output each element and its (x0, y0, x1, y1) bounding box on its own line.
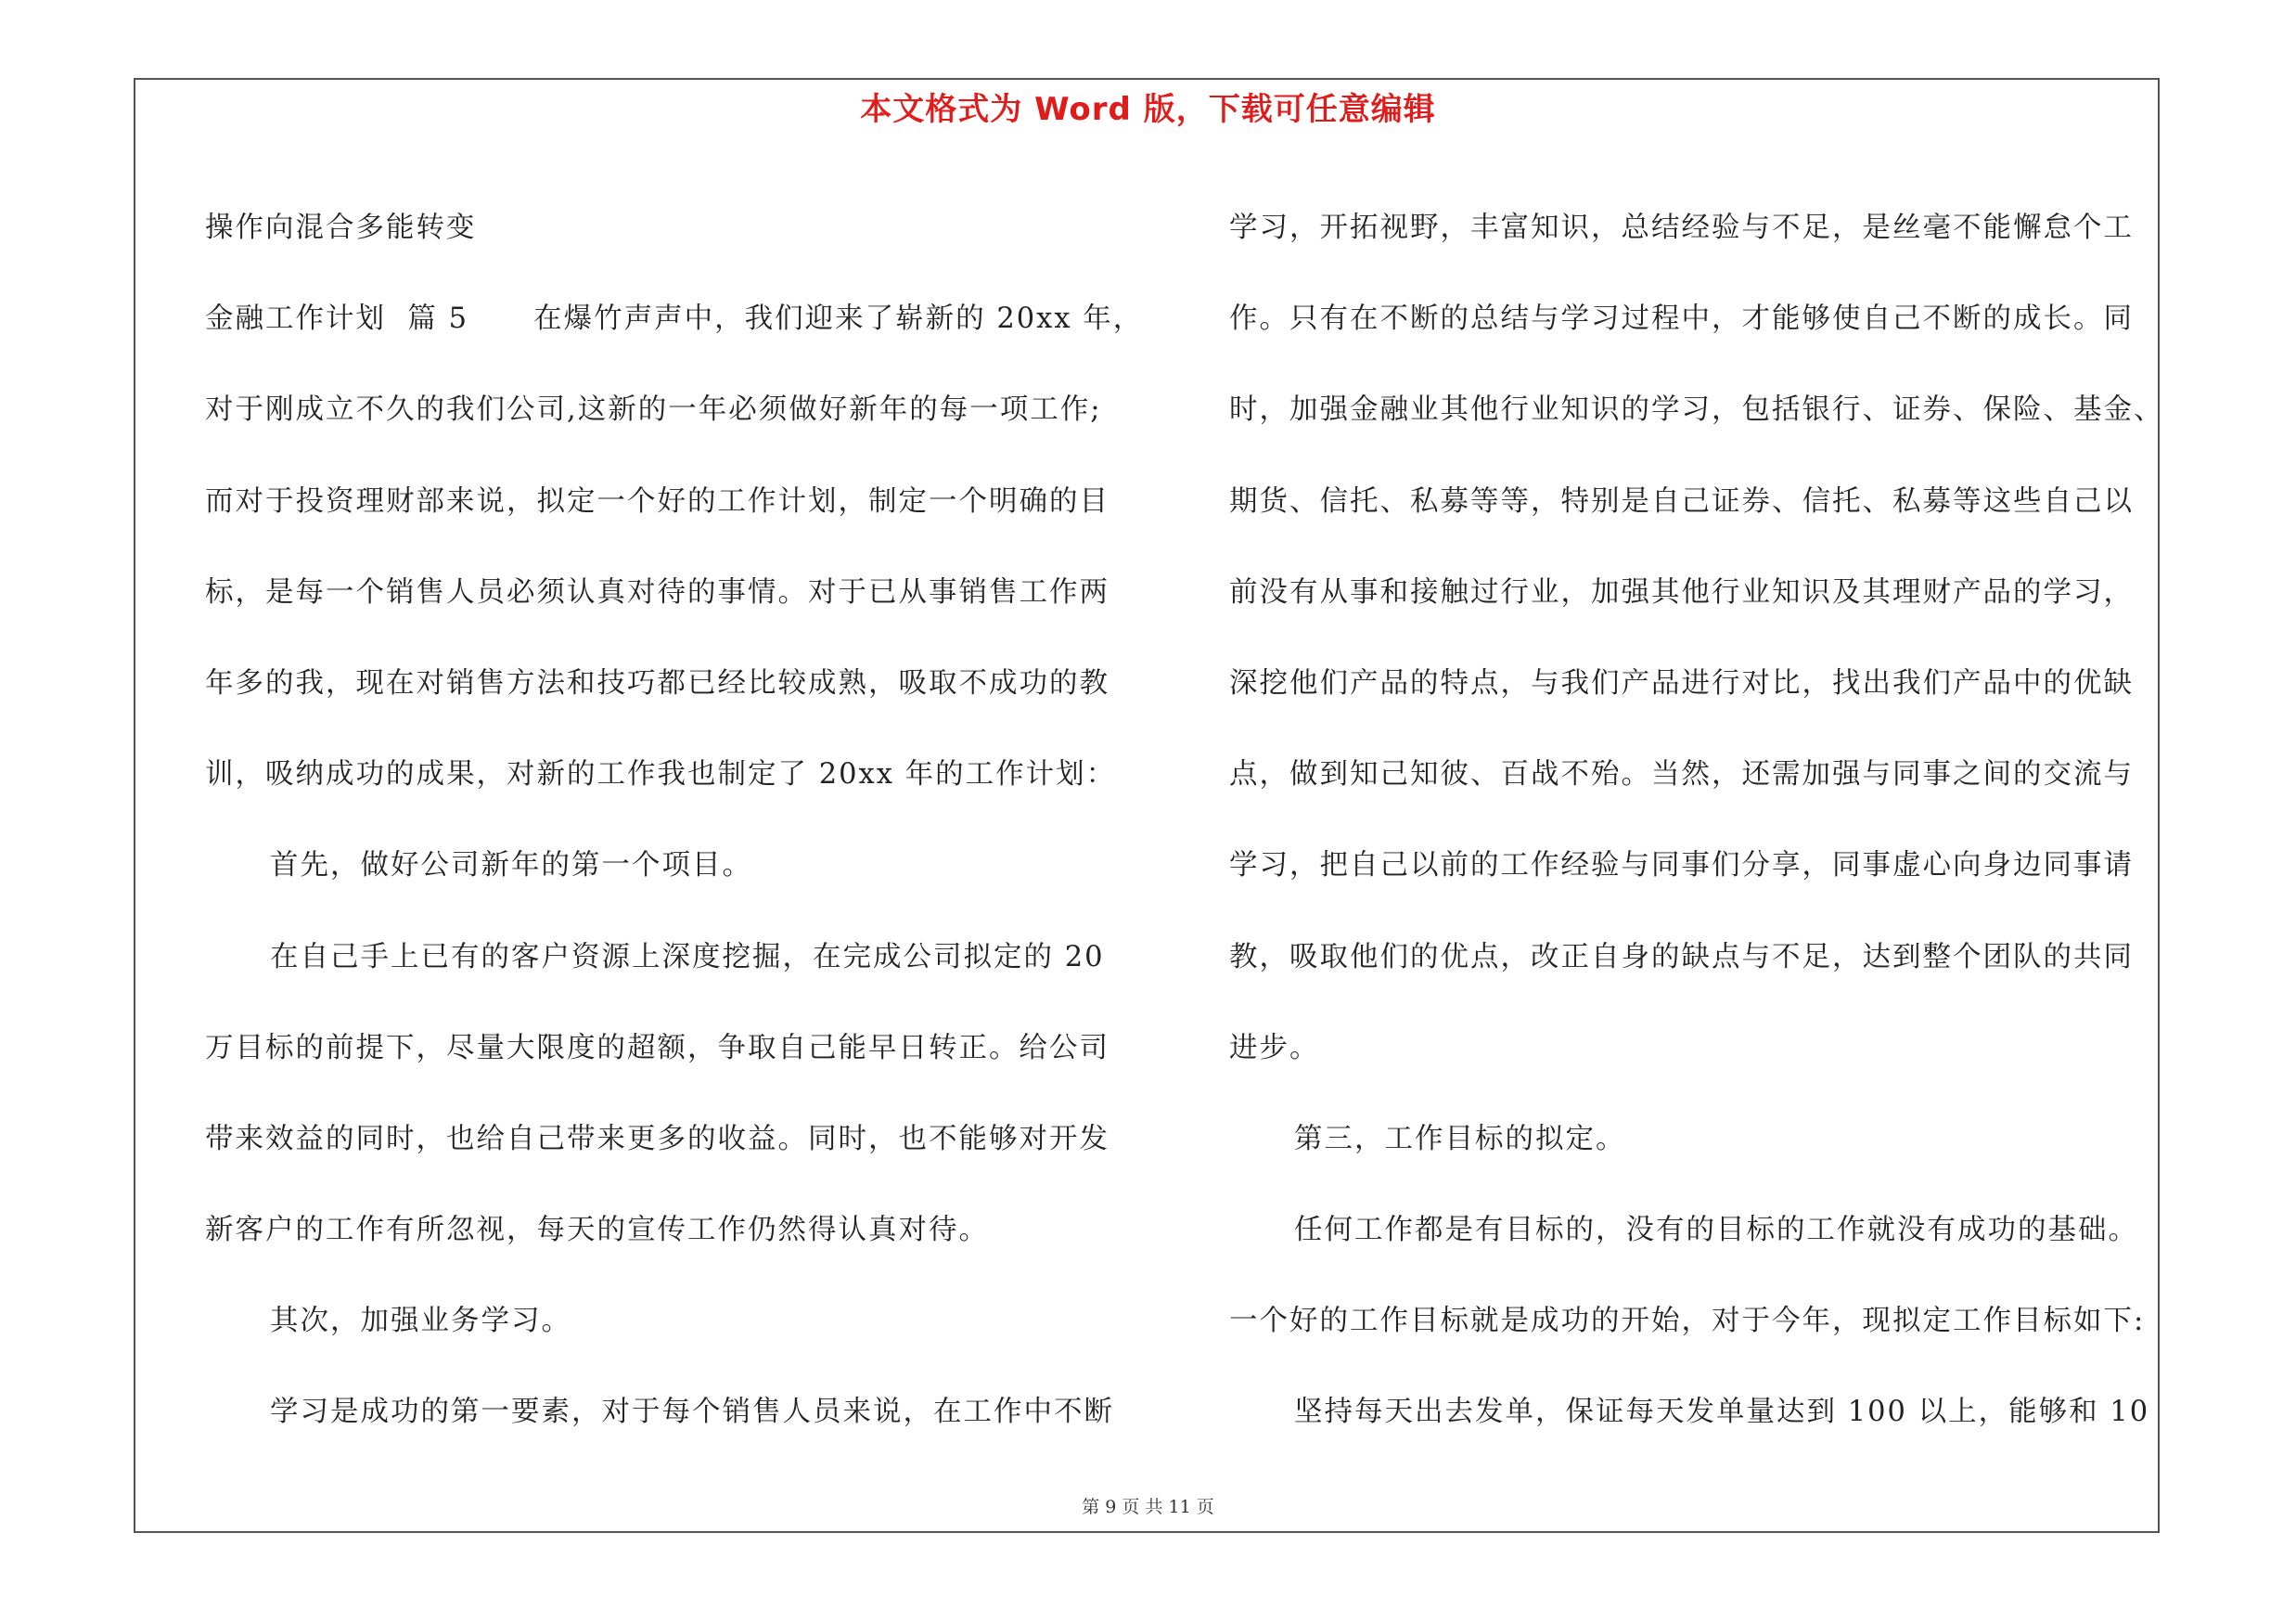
section-heading: 第三，工作目标的拟定。 (1294, 1122, 1626, 1155)
left-column (205, 183, 1147, 1459)
text-line: 学习，开拓视野，丰富知识，总结经验与不足，是丝毫不能懈怠个工 (1229, 212, 2134, 244)
text-line: 新客户的工作有所忽视，每天的宣传工作仍然得认真对待。 (205, 1214, 989, 1247)
text-line: 作。只有在不断的总结与学习过程中，才能够使自己不断的成长。同 (1229, 303, 2134, 336)
text-line: 坚持每天出去发单，保证每天发单量达到 100 以上，能够和 10 (1294, 1396, 2150, 1429)
text-line: 期货、信托、私募等等，特别是自己证券、信托、私募等这些自己以 (1229, 484, 2134, 518)
text-line: 学习，把自己以前的工作经验与同事们分享，同事虚心向身边同事请 (1229, 849, 2134, 882)
text-line: 教，吸取他们的优点，改正自身的缺点与不足，达到整个团队的共同 (1229, 940, 2134, 973)
text-line: 时，加强金融业其他行业知识的学习，包括银行、证券、保险、基金、 (1229, 393, 2164, 427)
page-number: 第 9 页 共 11 页 (1082, 1497, 1214, 1517)
text-line: 对于刚成立不久的我们公司,这新的一年必须做好新年的每一项工作; (205, 393, 1102, 427)
section-heading: 其次，加强业务学习。 (270, 1305, 571, 1338)
text-line: 在自己手上已有的客户资源上深度挖掘，在完成公司拟定的 20 (270, 940, 1105, 973)
text-line: 年多的我，现在对销售方法和技巧都已经比较成熟，吸取不成功的教 (205, 666, 1110, 700)
text-line: 进步。 (1229, 1031, 1320, 1064)
text-line: 而对于投资理财部来说，拟定一个好的工作计划，制定一个明确的目 (205, 484, 1110, 518)
section-heading: 首先，做好公司新年的第一个项目。 (270, 849, 752, 882)
text-line: 带来效益的同时，也给自己带来更多的收益。同时，也不能够对开发 (205, 1122, 1110, 1155)
text-line: 训，吸纳成功的成果，对新的工作我也制定了 20xx 年的工作计划： (205, 758, 1117, 792)
text-line: 点，做到知己知彼、百战不殆。当然，还需加强与同事之间的交流与 (1229, 758, 2134, 792)
text-line: 标，是每一个销售人员必须认真对待的事情。对于已从事销售工作两 (205, 575, 1110, 609)
text-line: 万目标的前提下，尽量大限度的超额，争取自己能早日转正。给公司 (205, 1031, 1110, 1064)
text-line: 金融工作计划 篇 5 在爆竹声声中，我们迎来了崭新的 20xx 年， (205, 303, 1144, 336)
format-banner: 本文格式为 Word 版，下载可任意编辑 (860, 91, 1436, 128)
text-line: 深挖他们产品的特点，与我们产品进行对比，找出我们产品中的优缺 (1229, 666, 2134, 700)
text-line: 任何工作都是有目标的，没有的目标的工作就没有成功的基础。 (1294, 1214, 2138, 1247)
text-line: 一个好的工作目标就是成功的开始，对于今年，现拟定工作目标如下: (1229, 1305, 2146, 1338)
text-line: 学习是成功的第一要素，对于每个销售人员来说，在工作中不断 (270, 1396, 1114, 1429)
text-line: 操作向混合多能转变 (205, 212, 477, 244)
text-line: 前没有从事和接触过行业，加强其他行业知识及其理财产品的学习， (1229, 575, 2134, 609)
right-column (1229, 183, 2175, 1459)
